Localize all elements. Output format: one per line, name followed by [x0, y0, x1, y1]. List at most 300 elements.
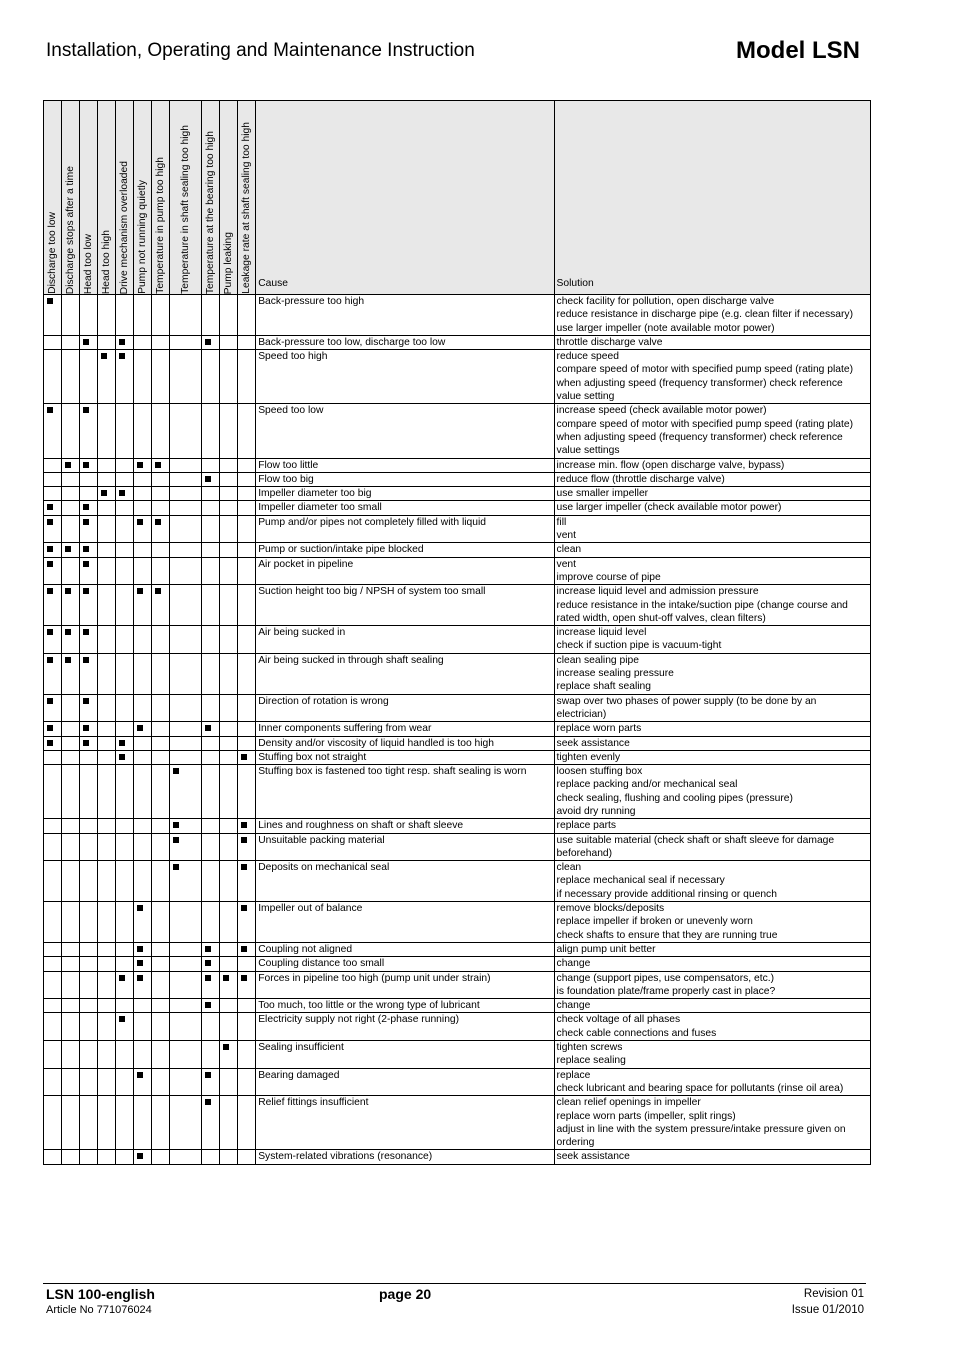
- symptom-cell: [98, 750, 116, 764]
- model-title: Model LSN: [736, 37, 860, 64]
- symptom-cell: [134, 472, 152, 486]
- solution-line: use larger impeller (note available motor power): [556, 322, 775, 334]
- symptom-cell: [170, 694, 202, 722]
- marker-square-icon: [241, 864, 247, 870]
- symptom-cell: [238, 765, 256, 819]
- symptom-cell: [98, 585, 116, 626]
- symptom-cell: [220, 626, 238, 654]
- marker-square-icon: [137, 975, 143, 981]
- symptom-cell: [152, 1013, 170, 1041]
- symptom-cell: [152, 350, 170, 404]
- solution-line: replace sealing: [556, 1055, 626, 1067]
- symptom-cell: [134, 902, 152, 943]
- symptom-cell: [44, 295, 62, 336]
- symptom-cell: [202, 902, 220, 943]
- cause-cell: Deposits on mechanical seal: [256, 861, 554, 902]
- symptom-cell: [44, 971, 62, 999]
- symptom-cell: [44, 833, 62, 861]
- symptom-cell: [80, 1013, 98, 1041]
- symptom-cell: [134, 1041, 152, 1069]
- symptom-cell: [62, 942, 80, 956]
- symptom-cell: [170, 487, 202, 501]
- solution-line: check voltage of all phases: [556, 1014, 681, 1026]
- symptom-cell: [80, 971, 98, 999]
- symptom-cell: [80, 458, 98, 472]
- table-row: [44, 501, 871, 515]
- symptom-cell: [116, 626, 134, 654]
- symptom-cell: [116, 722, 134, 736]
- symptom-cell: [238, 472, 256, 486]
- symptom-cell: [202, 942, 220, 956]
- marker-square-icon: [205, 476, 211, 482]
- symptom-cell: [202, 1068, 220, 1096]
- solution-cell: [554, 971, 870, 999]
- table-row: [44, 694, 871, 722]
- solution-line: change: [556, 958, 591, 970]
- solution-cell: [554, 1096, 870, 1150]
- marker-square-icon: [83, 740, 89, 746]
- solution-line: reduce speed: [556, 351, 619, 363]
- solution-line: align pump unit better: [556, 943, 656, 955]
- symptom-cell: [44, 557, 62, 585]
- marker-square-icon: [47, 407, 53, 413]
- cause-cell: Speed too low: [256, 404, 554, 458]
- table-row: [44, 350, 871, 404]
- marker-square-icon: [47, 698, 53, 704]
- cause-cell: Electricity supply not right (2-phase running): [256, 1013, 554, 1041]
- solution-cell: [554, 819, 870, 833]
- symptom-cell: [80, 557, 98, 585]
- symptom-cell: [44, 472, 62, 486]
- symptom-cell: [170, 957, 202, 971]
- symptom-cell: [116, 487, 134, 501]
- symptom-cell: [62, 902, 80, 943]
- marker-square-icon: [173, 864, 179, 870]
- cause-cell: Back-pressure too high: [256, 295, 554, 336]
- table-row: [44, 750, 871, 764]
- solution-line: check facility for pollution, open discharge valve: [556, 296, 775, 307]
- symptom-cell: [134, 1150, 152, 1164]
- solution-line: replace packing and/or mechanical seal: [556, 779, 738, 791]
- marker-square-icon: [223, 975, 229, 981]
- solution-cell: [554, 626, 870, 654]
- marker-square-icon: [83, 561, 89, 567]
- marker-square-icon: [241, 822, 247, 828]
- solution-cell: [554, 543, 870, 557]
- symptom-cell: [98, 722, 116, 736]
- symptom-cell: [98, 295, 116, 336]
- symptom-cell: [220, 694, 238, 722]
- symptom-cell: [220, 350, 238, 404]
- table-row: [44, 1068, 871, 1096]
- marker-square-icon: [137, 946, 143, 952]
- solution-line: change (support pipes, use compensators, etc.): [556, 972, 775, 984]
- symptom-cell: [238, 999, 256, 1013]
- symptom-cell: [202, 1013, 220, 1041]
- symptom-cell: [238, 585, 256, 626]
- symptom-cell: [62, 515, 80, 543]
- symptom-header: Temperature in shaft sealing too high: [170, 101, 202, 295]
- symptom-cell: [220, 957, 238, 971]
- symptom-cell: [116, 902, 134, 943]
- table-row: [44, 404, 871, 458]
- symptom-cell: [62, 722, 80, 736]
- symptom-cell: [116, 942, 134, 956]
- symptom-cell: [220, 1068, 238, 1096]
- symptom-cell: [238, 557, 256, 585]
- symptom-cell: [98, 999, 116, 1013]
- symptom-cell: [98, 694, 116, 722]
- marker-square-icon: [241, 754, 247, 760]
- marker-square-icon: [205, 725, 211, 731]
- marker-square-icon: [205, 1002, 211, 1008]
- symptom-cell: [80, 999, 98, 1013]
- symptom-cell: [80, 694, 98, 722]
- cause-cell: Impeller diameter too big: [256, 487, 554, 501]
- symptom-cell: [98, 1096, 116, 1150]
- symptom-cell: [170, 626, 202, 654]
- symptom-cell: [80, 335, 98, 349]
- solution-line: improve course of pipe: [556, 571, 661, 583]
- solution-cell: [554, 458, 870, 472]
- symptom-header: Drive mechanism overloaded: [116, 101, 134, 295]
- marker-square-icon: [155, 462, 161, 468]
- symptom-cell: [152, 515, 170, 543]
- marker-square-icon: [47, 588, 53, 594]
- symptom-cell: [116, 833, 134, 861]
- symptom-cell: [116, 404, 134, 458]
- symptom-cell: [44, 942, 62, 956]
- symptom-cell: [170, 458, 202, 472]
- cause-cell: Relief fittings insufficient: [256, 1096, 554, 1150]
- symptom-cell: [62, 487, 80, 501]
- solution-line: replace shaft sealing: [556, 681, 651, 693]
- marker-square-icon: [47, 561, 53, 567]
- marker-square-icon: [83, 725, 89, 731]
- symptom-cell: [134, 819, 152, 833]
- symptom-cell: [152, 295, 170, 336]
- symptom-cell: [202, 999, 220, 1013]
- symptom-cell: [116, 515, 134, 543]
- solution-cell: [554, 736, 870, 750]
- solution-cell: [554, 295, 870, 336]
- solution-line: when adjusting speed (frequency transformer) check reference value setting: [556, 377, 843, 403]
- symptom-cell: [202, 765, 220, 819]
- solution-line: replace worn parts: [556, 723, 642, 735]
- table-row: [44, 295, 871, 336]
- marker-square-icon: [47, 657, 53, 663]
- marker-square-icon: [101, 353, 107, 359]
- footer-rule: [43, 1283, 866, 1284]
- symptom-cell: [62, 557, 80, 585]
- marker-square-icon: [83, 339, 89, 345]
- solution-line: increase speed (check available motor power): [556, 405, 767, 417]
- symptom-cell: [80, 902, 98, 943]
- solution-line: use suitable material (check shaft or shaft sleeve for damage beforehand): [556, 834, 835, 859]
- solution-cell: [554, 999, 870, 1013]
- symptom-cell: [170, 722, 202, 736]
- symptom-cell: [62, 404, 80, 458]
- cause-cell: Flow too big: [256, 472, 554, 486]
- solution-line: tighten screws: [556, 1042, 623, 1054]
- symptom-cell: [134, 750, 152, 764]
- symptom-cell: [134, 557, 152, 585]
- symptom-cell: [44, 750, 62, 764]
- marker-square-icon: [173, 768, 179, 774]
- cause-cell: Forces in pipeline too high (pump unit under strain): [256, 971, 554, 999]
- symptom-cell: [98, 1013, 116, 1041]
- symptom-cell: [134, 942, 152, 956]
- symptom-cell: [80, 585, 98, 626]
- symptom-cell: [134, 1013, 152, 1041]
- symptom-cell: [80, 942, 98, 956]
- symptom-cell: [152, 902, 170, 943]
- symptom-cell: [62, 750, 80, 764]
- marker-square-icon: [47, 629, 53, 635]
- solution-cell: [554, 902, 870, 943]
- symptom-cell: [170, 404, 202, 458]
- symptom-cell: [80, 653, 98, 694]
- marker-square-icon: [155, 588, 161, 594]
- symptom-cell: [152, 1041, 170, 1069]
- marker-square-icon: [205, 975, 211, 981]
- symptom-cell: [238, 736, 256, 750]
- symptom-cell: [62, 295, 80, 336]
- symptom-cell: [98, 472, 116, 486]
- symptom-cell: [134, 957, 152, 971]
- symptom-cell: [116, 1150, 134, 1164]
- symptom-cell: [238, 515, 256, 543]
- solution-line: use smaller impeller: [556, 488, 649, 500]
- marker-square-icon: [101, 490, 107, 496]
- symptom-cell: [238, 819, 256, 833]
- symptom-header: Temperature in pump too high: [152, 101, 170, 295]
- cause-cell: Direction of rotation is wrong: [256, 694, 554, 722]
- symptom-cell: [62, 1150, 80, 1164]
- symptom-cell: [238, 942, 256, 956]
- table-row: [44, 543, 871, 557]
- symptom-cell: [98, 765, 116, 819]
- symptom-cell: [238, 626, 256, 654]
- symptom-cell: [134, 501, 152, 515]
- symptom-cell: [116, 694, 134, 722]
- symptom-cell: [170, 942, 202, 956]
- symptom-cell: [98, 1041, 116, 1069]
- symptom-cell: [238, 1096, 256, 1150]
- symptom-cell: [170, 501, 202, 515]
- solution-cell: [554, 653, 870, 694]
- symptom-cell: [98, 626, 116, 654]
- solution-line: increase sealing pressure: [556, 668, 674, 680]
- symptom-cell: [238, 833, 256, 861]
- symptom-cell: [220, 557, 238, 585]
- table-row: [44, 722, 871, 736]
- solution-cell: [554, 694, 870, 722]
- symptom-cell: [80, 350, 98, 404]
- marker-square-icon: [83, 519, 89, 525]
- symptom-cell: [116, 295, 134, 336]
- solution-cell: [554, 404, 870, 458]
- solution-line: check sealing, flushing and cooling pipes (pressure): [556, 792, 793, 804]
- cause-cell: System-related vibrations (resonance): [256, 1150, 554, 1164]
- symptom-cell: [220, 515, 238, 543]
- symptom-cell: [44, 819, 62, 833]
- solution-line: loosen stuffing box: [556, 766, 643, 778]
- marker-square-icon: [137, 1072, 143, 1078]
- symptom-cell: [170, 543, 202, 557]
- symptom-cell: [220, 902, 238, 943]
- solution-cell: [554, 1041, 870, 1069]
- symptom-cell: [220, 404, 238, 458]
- solution-line: check if suction pipe is vacuum-tight: [556, 640, 722, 652]
- solution-line: check cable connections and fuses: [556, 1027, 717, 1039]
- table-row: [44, 472, 871, 486]
- symptom-cell: [80, 1150, 98, 1164]
- symptom-cell: [134, 350, 152, 404]
- symptom-cell: [44, 861, 62, 902]
- symptom-cell: [116, 557, 134, 585]
- table-row: [44, 942, 871, 956]
- symptom-cell: [80, 957, 98, 971]
- symptom-cell: [134, 515, 152, 543]
- solution-line: clean relief openings in impeller: [556, 1097, 701, 1109]
- symptom-cell: [80, 1041, 98, 1069]
- symptom-header: Discharge stops after a time: [62, 101, 80, 295]
- symptom-cell: [238, 750, 256, 764]
- symptom-cell: [202, 1041, 220, 1069]
- symptom-cell: [202, 404, 220, 458]
- table-row: [44, 765, 871, 819]
- symptom-cell: [152, 458, 170, 472]
- solution-cell: [554, 515, 870, 543]
- symptom-cell: [116, 1041, 134, 1069]
- marker-square-icon: [119, 1016, 125, 1022]
- symptom-cell: [98, 458, 116, 472]
- marker-square-icon: [119, 353, 125, 359]
- symptom-cell: [220, 942, 238, 956]
- symptom-cell: [98, 861, 116, 902]
- symptom-cell: [44, 350, 62, 404]
- table-header-row: [44, 101, 871, 295]
- marker-square-icon: [47, 740, 53, 746]
- symptom-cell: [170, 736, 202, 750]
- symptom-cell: [98, 404, 116, 458]
- solution-line: replace worn parts (impeller, split rings): [556, 1110, 736, 1122]
- symptom-cell: [220, 501, 238, 515]
- symptom-cell: [170, 999, 202, 1013]
- symptom-cell: [170, 1013, 202, 1041]
- symptom-cell: [80, 487, 98, 501]
- symptom-cell: [152, 971, 170, 999]
- solution-line: replace mechanical seal if necessary: [556, 875, 725, 887]
- marker-square-icon: [119, 975, 125, 981]
- symptom-cell: [44, 999, 62, 1013]
- symptom-cell: [220, 1041, 238, 1069]
- symptom-cell: [98, 957, 116, 971]
- symptom-cell: [202, 750, 220, 764]
- symptom-cell: [220, 1096, 238, 1150]
- solution-cell: [554, 833, 870, 861]
- symptom-cell: [238, 861, 256, 902]
- symptom-cell: [238, 404, 256, 458]
- symptom-cell: [116, 350, 134, 404]
- symptom-cell: [62, 736, 80, 750]
- symptom-cell: [98, 350, 116, 404]
- symptom-cell: [80, 626, 98, 654]
- symptom-cell: [80, 404, 98, 458]
- cause-cell: Density and/or viscosity of liquid handled is too high: [256, 736, 554, 750]
- symptom-cell: [202, 1096, 220, 1150]
- symptom-cell: [80, 515, 98, 543]
- solution-cell: [554, 1068, 870, 1096]
- symptom-cell: [62, 350, 80, 404]
- cause-cell: Coupling not aligned: [256, 942, 554, 956]
- symptom-cell: [44, 626, 62, 654]
- solution-line: increase liquid level and admission pressure: [556, 586, 759, 598]
- symptom-cell: [152, 833, 170, 861]
- symptom-cell: [44, 765, 62, 819]
- marker-square-icon: [137, 960, 143, 966]
- symptom-cell: [134, 999, 152, 1013]
- marker-square-icon: [119, 740, 125, 746]
- symptom-cell: [238, 957, 256, 971]
- solution-line: change: [556, 1000, 591, 1012]
- marker-square-icon: [205, 339, 211, 345]
- symptom-cell: [152, 557, 170, 585]
- marker-square-icon: [47, 504, 53, 510]
- solution-cell: [554, 487, 870, 501]
- solution-cell: [554, 350, 870, 404]
- table-row: [44, 1150, 871, 1164]
- symptom-cell: [134, 736, 152, 750]
- marker-square-icon: [241, 946, 247, 952]
- marker-square-icon: [137, 519, 143, 525]
- symptom-cell: [134, 585, 152, 626]
- symptom-cell: [62, 861, 80, 902]
- symptom-cell: [116, 819, 134, 833]
- symptom-cell: [152, 736, 170, 750]
- symptom-cell: [62, 1096, 80, 1150]
- symptom-cell: [152, 626, 170, 654]
- solution-cell: [554, 722, 870, 736]
- symptom-cell: [44, 722, 62, 736]
- symptom-cell: [238, 487, 256, 501]
- marker-square-icon: [205, 1099, 211, 1105]
- table-row: [44, 1013, 871, 1041]
- symptom-cell: [202, 515, 220, 543]
- table-row: [44, 557, 871, 585]
- solution-line: compare speed of motor with specified pump speed (rating plate): [556, 364, 854, 376]
- solution-line: check lubricant and bearing space for pollutants (rinse oil area): [556, 1082, 844, 1094]
- symptom-cell: [202, 1150, 220, 1164]
- symptom-cell: [152, 1150, 170, 1164]
- marker-square-icon: [65, 629, 71, 635]
- symptom-cell: [220, 458, 238, 472]
- table-row: [44, 585, 871, 626]
- symptom-cell: [62, 585, 80, 626]
- symptom-cell: [62, 626, 80, 654]
- symptom-cell: [98, 543, 116, 557]
- symptom-cell: [134, 404, 152, 458]
- solution-line: check shafts to ensure that they are running true: [556, 929, 778, 941]
- solution-line: clean sealing pipe: [556, 654, 639, 666]
- solution-line: increase liquid level: [556, 627, 647, 639]
- symptom-cell: [220, 819, 238, 833]
- marker-square-icon: [47, 725, 53, 731]
- symptom-cell: [80, 1068, 98, 1096]
- symptom-header: Leakage rate at shaft sealing too high: [238, 101, 256, 295]
- symptom-cell: [134, 295, 152, 336]
